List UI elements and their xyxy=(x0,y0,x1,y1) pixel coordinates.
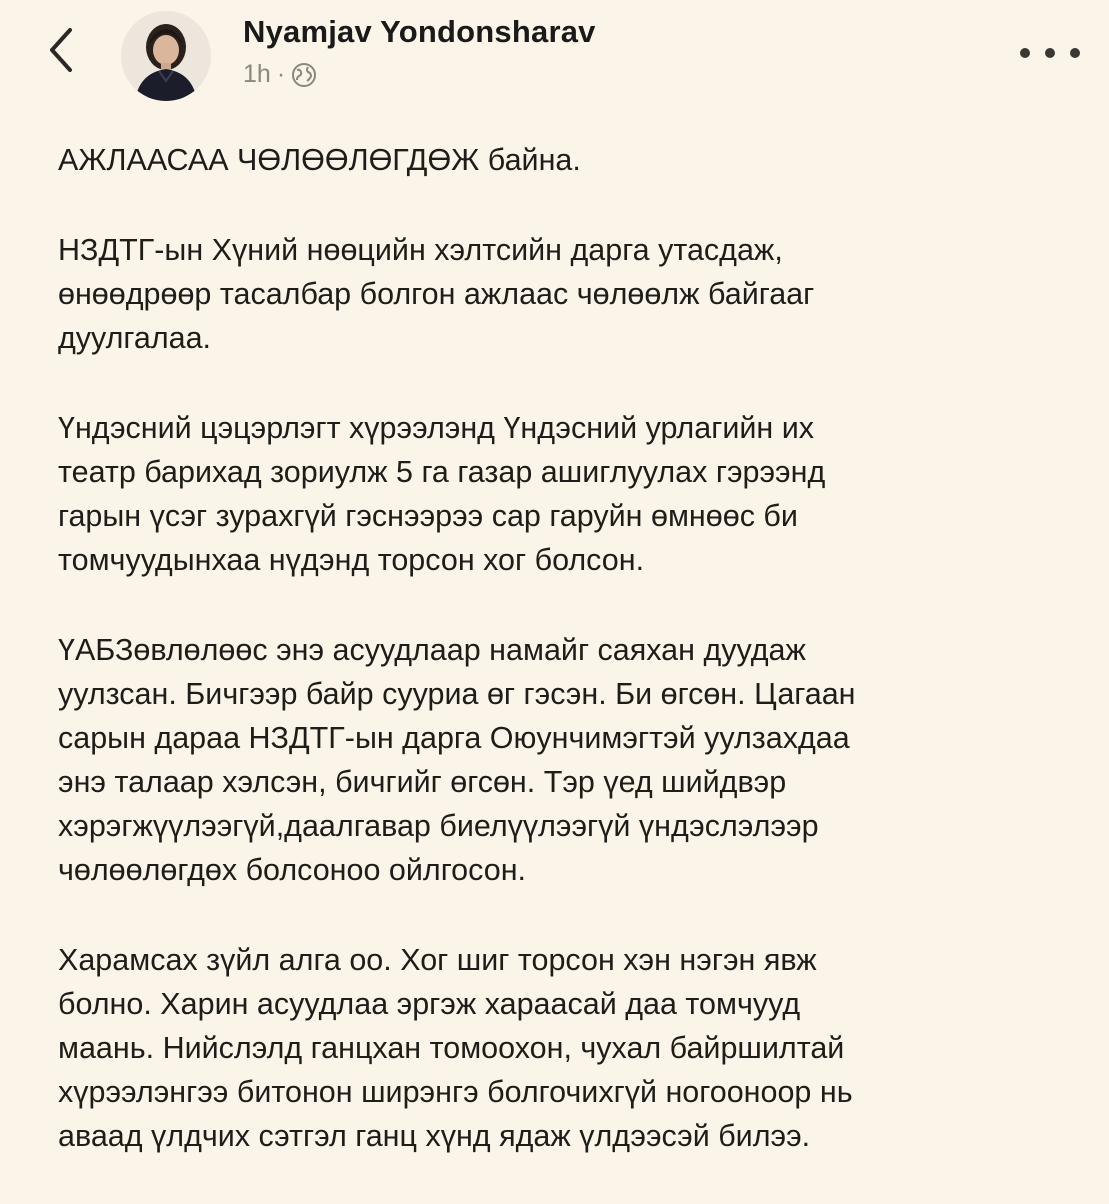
post-paragraph-3: Үндэсний цэцэрлэгт хүрээлэнд Үндэсний урлагийн их театр барихад зориулж 5 га газар ашиглуулах гэрээнд гарын үсэг зурахгүй гэснээрээ сар гаруйн өмнөөс би томчуудынхаа нүдэнд торсон хог болсон. xyxy=(58,411,826,577)
more-dot-icon xyxy=(1020,48,1030,58)
avatar-image xyxy=(121,11,211,101)
chevron-left-icon xyxy=(46,26,76,74)
avatar[interactable] xyxy=(121,11,211,101)
more-dot-icon xyxy=(1070,48,1080,58)
author-name[interactable]: Nyamjav Yondonsharav xyxy=(243,14,596,49)
globe-icon xyxy=(291,62,317,88)
post-paragraph-2: НЗДТГ-ын Хүний нөөцийн хэлтсийн дарга утасдаж, өнөөдрөөр тасалбар болгон ажлаас чөлөөлж байгааг дуулгалаа. xyxy=(58,233,815,355)
post-body xyxy=(58,138,1098,1204)
post-paragraph-4: ҮАБЗөвлөлөөс энэ асуудлаар намайг саяхан дуудаж уулзсан. Бичгээр байр сууриа өг гэсэн. Би өгсөн. Цагаан сарын дараа НЗДТГ-ын дарга Оюунчимэгтэй уулзахдаа энэ талаар хэлсэн, бичгийг өгсөн. Тэр үед шийдвэр хэрэгжүүлээгүй,даалгавар биелүүлээгүй үндэслэлээр чөлөөлөгдөх болсоноо ойлгосон. xyxy=(58,633,856,887)
post-paragraph-1: АЖЛААСАА ЧӨЛӨӨЛӨГДӨЖ байна. xyxy=(58,143,581,177)
post-paragraph-5: Харамсах зүйл алга оо. Хог шиг торсон хэн нэгэн явж болно. Харин асуудлаа эргэж хараасай даа томчууд маань. Нийслэлд ганцхан томоохон, чухал байршилтай хүрээлэнгээ битонон ширэнгэ болгочихгүй ногооноор нь аваад үлдчих сэтгэл ганц хүнд ядаж үлдээсэй билээ. xyxy=(58,943,853,1153)
more-options-button[interactable] xyxy=(1020,38,1080,68)
post-header xyxy=(0,0,1109,120)
post-timestamp[interactable]: 1h xyxy=(243,60,271,88)
meta-separator: · xyxy=(276,60,286,88)
back-button[interactable] xyxy=(36,22,86,78)
post-meta xyxy=(243,60,317,89)
more-dot-icon xyxy=(1045,48,1055,58)
